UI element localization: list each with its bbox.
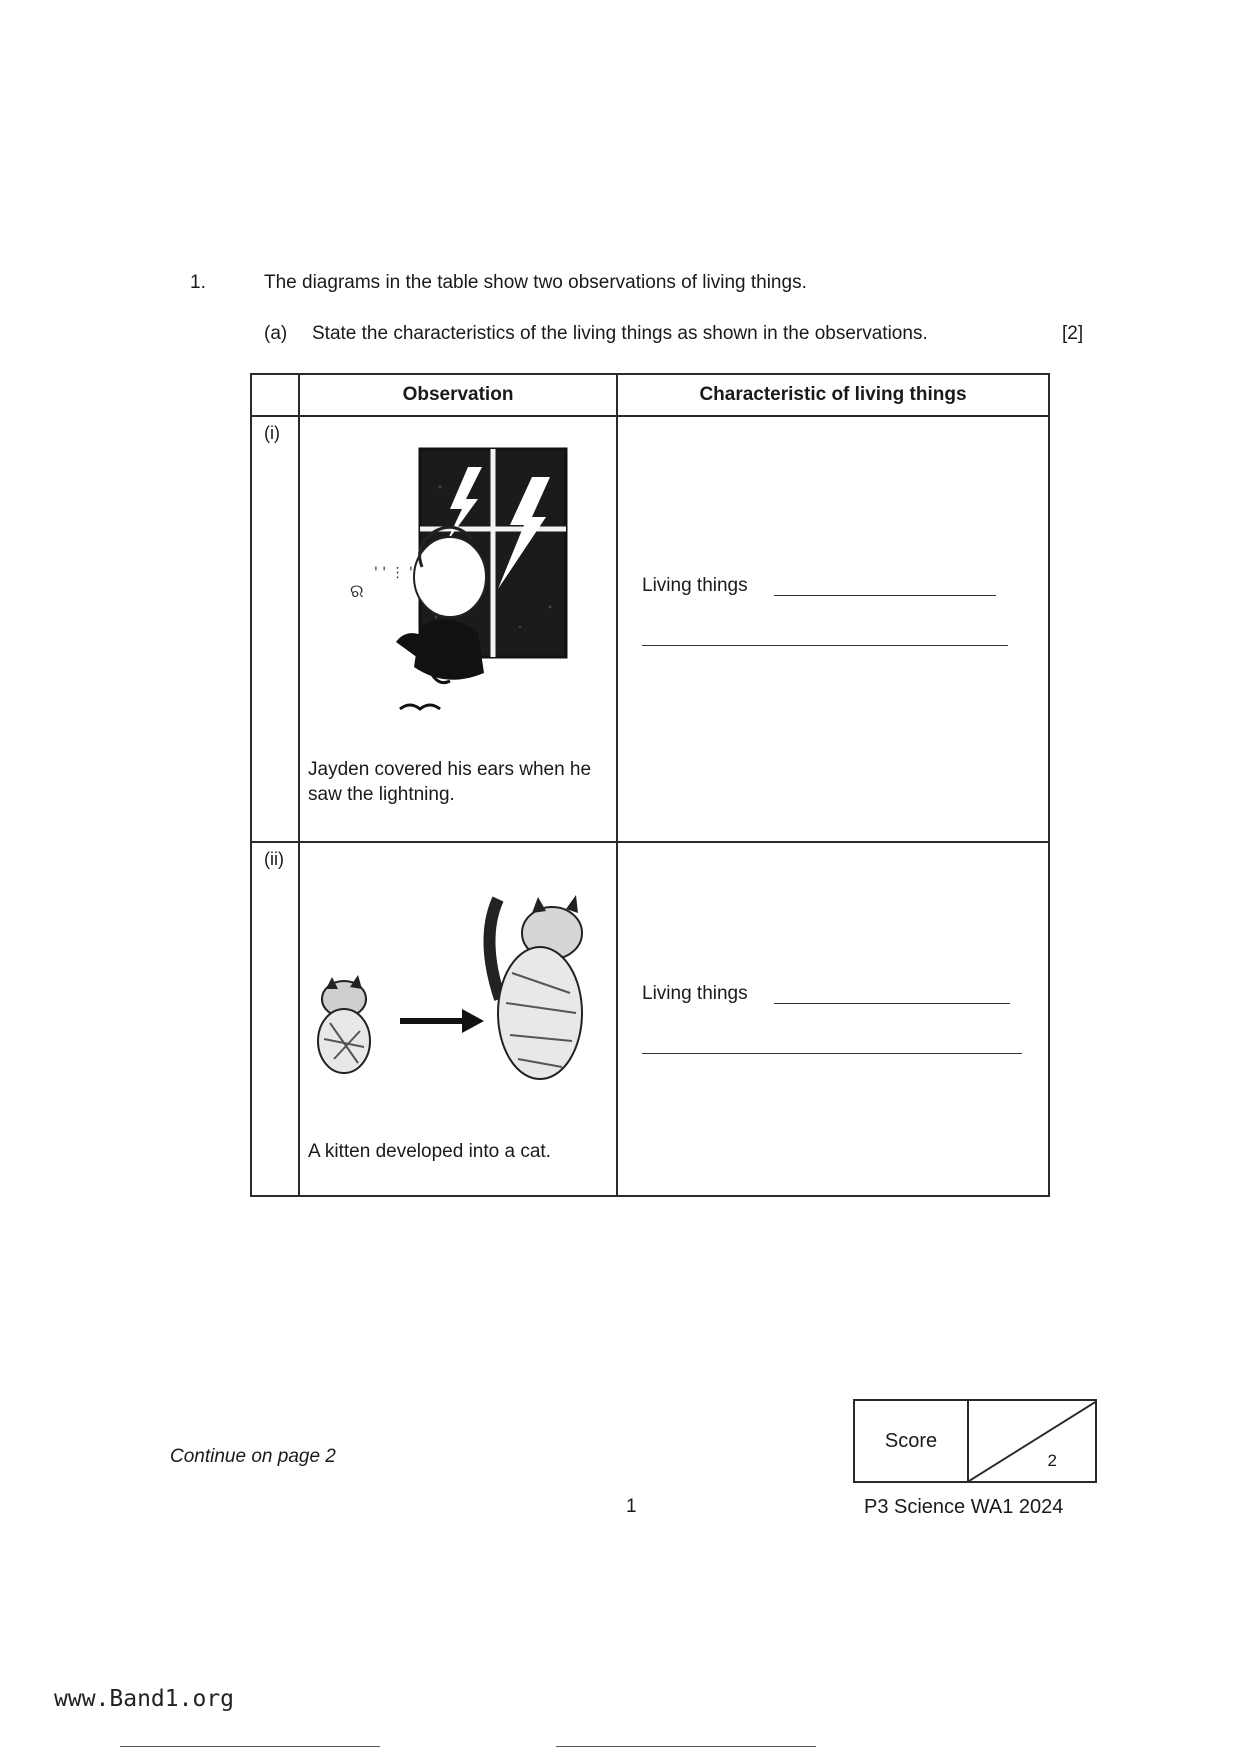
continue-note: Continue on page 2: [170, 1446, 336, 1467]
svg-text:ର: ର: [350, 581, 364, 603]
marks-allocation: [2]: [1062, 323, 1084, 344]
row-label: (i): [251, 416, 299, 842]
page-number: 1: [626, 1496, 637, 1517]
observation-table: [250, 373, 1050, 1197]
header-blank: [251, 374, 299, 416]
answer-line[interactable]: [774, 595, 996, 596]
answer-prompt: Living things: [642, 983, 748, 1005]
paper-code: P3 Science WA1 2024: [864, 1496, 1064, 1518]
question-stem: The diagrams in the table show two observations of living things.: [264, 272, 807, 293]
part-label: (a): [264, 323, 288, 344]
header-characteristic: Characteristic of living things: [617, 374, 1049, 416]
svg-text:' ' ⋮ ': ' ' ⋮ ': [374, 565, 413, 582]
observation-caption: A kitten developed into a cat.: [308, 1141, 551, 1163]
kitten-to-cat-icon: [300, 863, 616, 1113]
answer-prompt: Living things: [642, 575, 748, 597]
answer-line[interactable]: [642, 645, 1008, 646]
table-row: [251, 416, 1049, 842]
score-diagonal: [969, 1401, 1097, 1481]
table-header-row: [251, 374, 1049, 416]
observation-caption: Jayden covered his ears when he saw the lightning.: [308, 759, 592, 806]
header-observation: Observation: [299, 374, 617, 416]
table-row: [251, 842, 1049, 1196]
score-value-cell[interactable]: [969, 1401, 1095, 1481]
part-text: State the characteristics of the living things as shown in the observations.: [312, 323, 928, 344]
boy-lightning-icon: [300, 427, 616, 747]
page-edge-rule: [120, 1746, 380, 1747]
score-label: Score: [855, 1401, 969, 1481]
score-box: [853, 1399, 1097, 1483]
answer-line[interactable]: [642, 1053, 1022, 1054]
watermark: www.Band1.org: [54, 1686, 235, 1712]
answer-line[interactable]: [774, 1003, 1010, 1004]
row-label: (ii): [251, 842, 299, 1196]
question-number: 1.: [190, 272, 206, 293]
score-max: 2: [1047, 1451, 1057, 1470]
observation-cell: [299, 842, 617, 1196]
page-edge-rule: [556, 1746, 816, 1747]
observation-cell: [299, 416, 617, 842]
characteristic-cell: [617, 842, 1049, 1196]
characteristic-cell: [617, 416, 1049, 842]
